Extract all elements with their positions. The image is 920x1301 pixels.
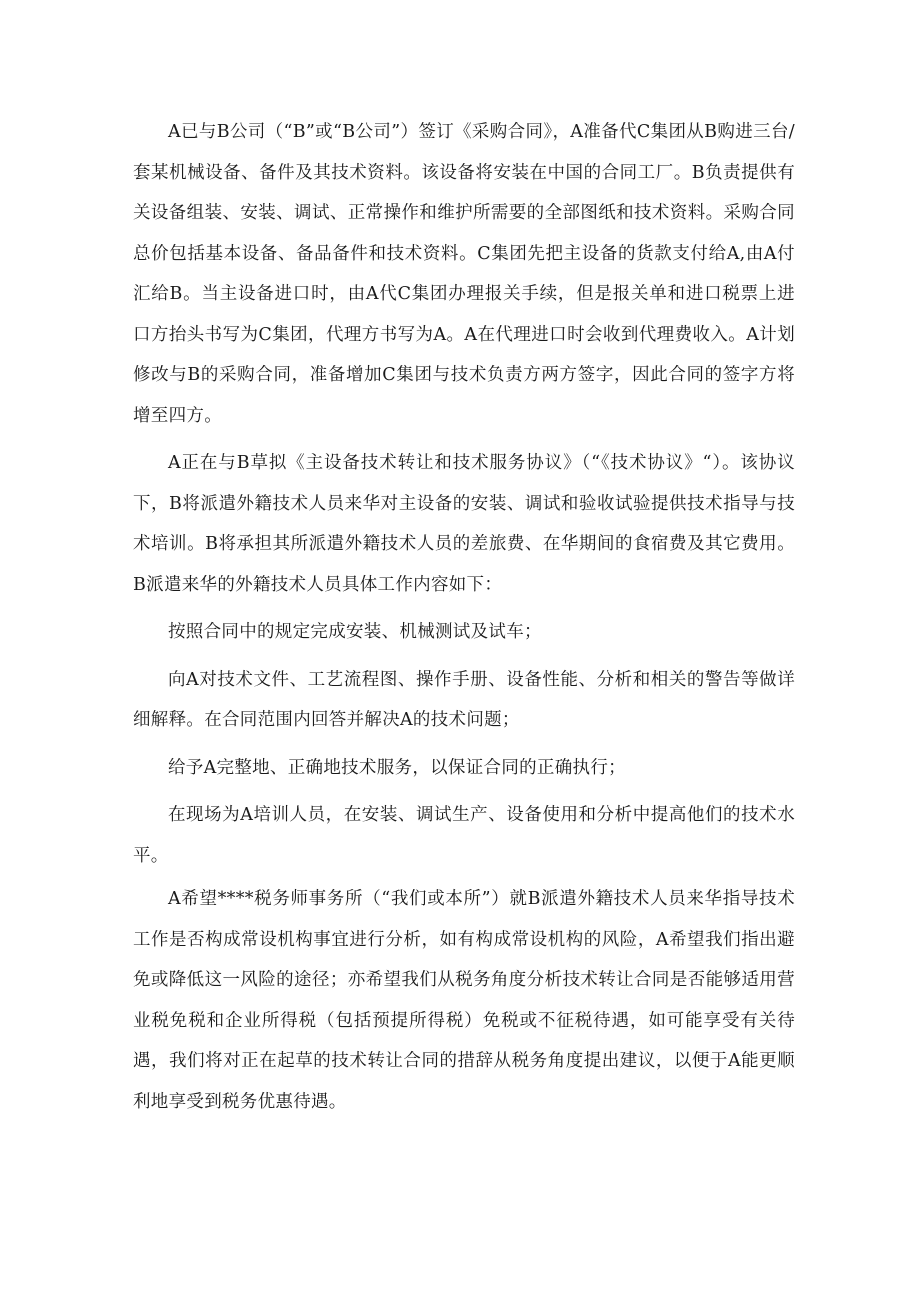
document-body xyxy=(133,112,795,1122)
list-item-installation: 按照合同中的规定完成安装、机械测试及试车； xyxy=(168,622,542,642)
list-item-explanation: 向A对技术文件、工艺流程图、操作手册、设备性能、分析和相关的警告等做详细解释。在合同范围内回答并解决A的技术问题； xyxy=(133,669,795,730)
paragraph-background: A已与B公司（“B”或“B公司”）签订《采购合同》，A准备代C集团从B购进三台/套某机械设备、备件及其技术资料。该设备将安装在中国的合同工厂。B负责提供有关设备组装、安装、调试、正常操作和维护所需要的全部图纸和技术资料。采购合同总价包括基本设备、备品备件和技术资料。C集团先把主设备的货款支付给A,由A付汇给B。当主设备进口时，由A代C集团办理报关手续，但是报关单和进口税票上进口方抬头书写为C集团，代理方书写为A。A在代理进口时会收到代理费收入。A计划修改与B的采购合同，准备增加C集团与技术负责方两方签字，因此合同的签字方将增至四方。 xyxy=(133,122,795,426)
paragraph-request: A希望****税务师事务所（“我们或本所”）就B派遣外籍技术人员来华指导技术工作是否构成常设机构事宜进行分析，如有构成常设机构的风险，A希望我们指出避免或降低这一风险的途径；亦希望我们从税务角度分析技术转让合同是否能够适用营业税免税和企业所得税（包括预提所得税）免税或不征税待遇，如可能享受有关待遇，我们将对正在起草的技术转让合同的措辞从税务角度提出建议，以便于A能更顺利地享受到税务优惠待遇。 xyxy=(133,889,795,1112)
list-item-technical-service: 给予A完整地、正确地技术服务，以保证合同的正确执行； xyxy=(168,757,626,778)
list-item-training: 在现场为A培训人员，在安装、调试生产、设备使用和分析中提高他们的技术水平。 xyxy=(133,805,795,866)
paragraph-technical-agreement: A正在与B草拟《主设备技术转让和技术服务协议》（“《技术协议》“）。该协议下，B将派遣外籍技术人员来华对主设备的安装、调试和验收试验提供技术指导与技术培训。B将承担其所派遣外籍技术人员的差旅费、在华期间的食宿费及其它费用。B派遣来华的外籍技术人员具体工作内容如下： xyxy=(133,453,795,595)
